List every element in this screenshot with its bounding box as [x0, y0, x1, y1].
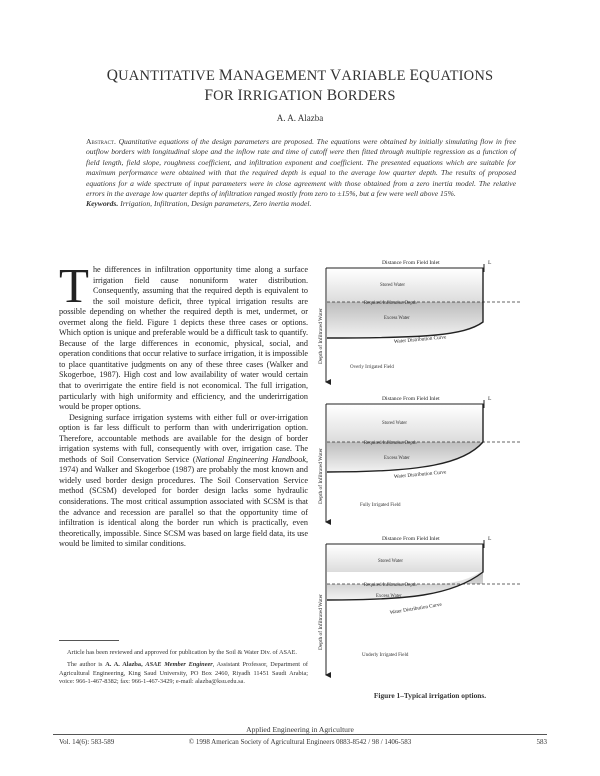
panel-underly-irrigated — [317, 536, 522, 675]
depth-axis-label: Depth of Infiltrated Water — [318, 594, 324, 650]
title-line-1: QUANTITATIVE MANAGEMENT VARIABLE EQUATIONS — [106, 67, 494, 84]
footnote-review: Article has been reviewed and approved for publication by the Soil & Water Div. of ASAE. — [67, 649, 297, 656]
stored-water-zone — [327, 269, 483, 302]
required-depth-label: Required Infiltration Depth — [364, 583, 417, 588]
abstract-lead: Abstract. — [86, 137, 116, 146]
excess-water-label: Excess Water — [384, 316, 410, 321]
required-depth-label: Required Infiltration Depth — [364, 441, 417, 446]
paragraph-1: The differences in infiltration opportunity time along a surface irrigation field cause nonuniform water distribution. Consequently, assuming that the required depth is equivalent to the soil moisture deficit, three typical irrigation results are possible depending on whether the required depth is met, undermet, or overmet along the field. Figure 1 depicts these three cases or options. Which option is unique and preferable would be a difficult task to quantify. Because of the large differences in economic, physical, social, and operation conditions that occur relative to surface irrigation, it is impossible to place quantitative judgments on any of these three cases (Walker and Skogerboe, 1987). High cost and low availability of water would certain that to overirrigate the entire field is not economical. The full irrigation, particularly with high uniformity and efficiency, and the underirrigation would be proper options. — [59, 258, 308, 412]
keywords: Irrigation, Infiltration, Design parameters, Zero inertia model. — [120, 199, 312, 209]
distance-axis-label: Distance From Field Inlet — [382, 396, 440, 402]
distance-axis-label: Distance From Field Inlet — [382, 536, 440, 542]
panel-caption: Fully Irrigated Field — [360, 503, 401, 508]
stored-water-label: Stored Water — [378, 559, 403, 564]
figure-caption: Figure 1–Typical irrigation options. — [373, 691, 487, 700]
journal-name: Applied Engineering in Agriculture — [246, 725, 354, 734]
panel-overly-irrigated — [317, 260, 522, 382]
paragraph-2: Designing surface irrigation systems with either full or over-irrigation option is far less difficult to perform than with underirrigation option. Therefore, accountable methods are available for the design of border irrigation systems with full, consequently with over, irrigation case. The methods of Soil Conservation Service (National Engineering Handbook, 1974) and Walker and Skogerboe (1987) are probably the most known and widely used border design procedures. The Soil Conservation Service method (SCSM) developed for border design lacks some hydraulic considerations. The most critical assumption associated with SCSM is that the advance and recession are parallel so that the opportunity time of infiltration is identical along the border run which is practically, even theoretically, impossible. Since SCSM was based on large field data, its use would be limited to similar conditions. — [59, 412, 308, 549]
distance-axis-label: Distance From Field Inlet — [382, 260, 440, 266]
volume-info: Vol. 14(6): 583-589 — [59, 738, 115, 746]
panel-caption: Underly Irrigated Field — [362, 653, 409, 658]
excess-water-label: Excess Water — [376, 594, 402, 599]
curve-label: Water Distribution Curve — [393, 334, 447, 345]
curve-label: Water Distribution Curve — [393, 469, 447, 480]
stored-water-label: Stored Water — [382, 421, 407, 426]
title-line-2: FOR IRRIGATION BORDERS — [204, 87, 396, 104]
excess-water-label: Excess Water — [384, 456, 410, 461]
stored-water-zone — [327, 545, 483, 572]
copyright: © 1998 American Society of Agricultural Engineers 0883-8542 / 98 / 1406-583 — [188, 738, 412, 746]
page-number: 583 — [536, 738, 547, 746]
field-length-label: L — [488, 536, 492, 542]
footnote-author: The author is A. A. Alazba, ASAE Member Engineer, Assistant Professor, Department of Agricultural Engineering, King Saud University, PO Box 2460, Riyadh 11451 Saudi Arabia; voice: 966-1-467-8382; fax: 966-1-467-3429; e-mail: alazba@ksu.edu.sa. — [59, 661, 308, 686]
author-name: A. A. Alazba — [276, 113, 324, 123]
curve-label: Water Distribution Curve — [389, 601, 443, 616]
figure-1-diagram — [312, 252, 548, 692]
footnotes — [59, 649, 308, 691]
depth-axis-label: Depth of Infiltrated Water — [318, 448, 324, 504]
keywords-label: Keywords. — [86, 199, 119, 209]
depth-axis-label: Depth of Infiltrated Water — [318, 308, 324, 364]
footer-divider — [53, 734, 547, 735]
abstract-body: Quantitative equations of the design parameters are proposed. The equations were obtained by initially simulating flow in free outflow borders with longitudinal slope and the inflow rate and time of cutoff were then fitted through multiple regression as a function of field length, field slope, roughness coefficient, and infiltration exponent and coefficient. The presented equations which are suitable for maximum performance were obtained with that the required depth is equal to the average low quarter depth. The results of proposed equations for a wide spectrum of input parameters were in close agreement with those obtained from a zero inertia model. The relative errors in the average low quarter depths of infiltration ranged mostly from zero to ±15%, but a few were well above 15%. — [86, 137, 516, 199]
body-text-column — [59, 258, 308, 550]
field-length-label: L — [488, 260, 492, 266]
panel-fully-irrigated — [317, 396, 522, 522]
deficit-zone — [327, 570, 483, 584]
field-length-label: L — [488, 396, 492, 402]
paper-title — [0, 66, 600, 106]
drop-cap: T — [59, 258, 89, 313]
stored-water-label: Stored Water — [380, 283, 405, 288]
panel-caption: Overly Irrigated Field — [350, 365, 394, 370]
required-depth-label: Required Infiltration Depth — [364, 301, 417, 306]
footnote-divider — [59, 640, 119, 641]
figure-1 — [312, 252, 548, 692]
abstract — [86, 137, 516, 210]
